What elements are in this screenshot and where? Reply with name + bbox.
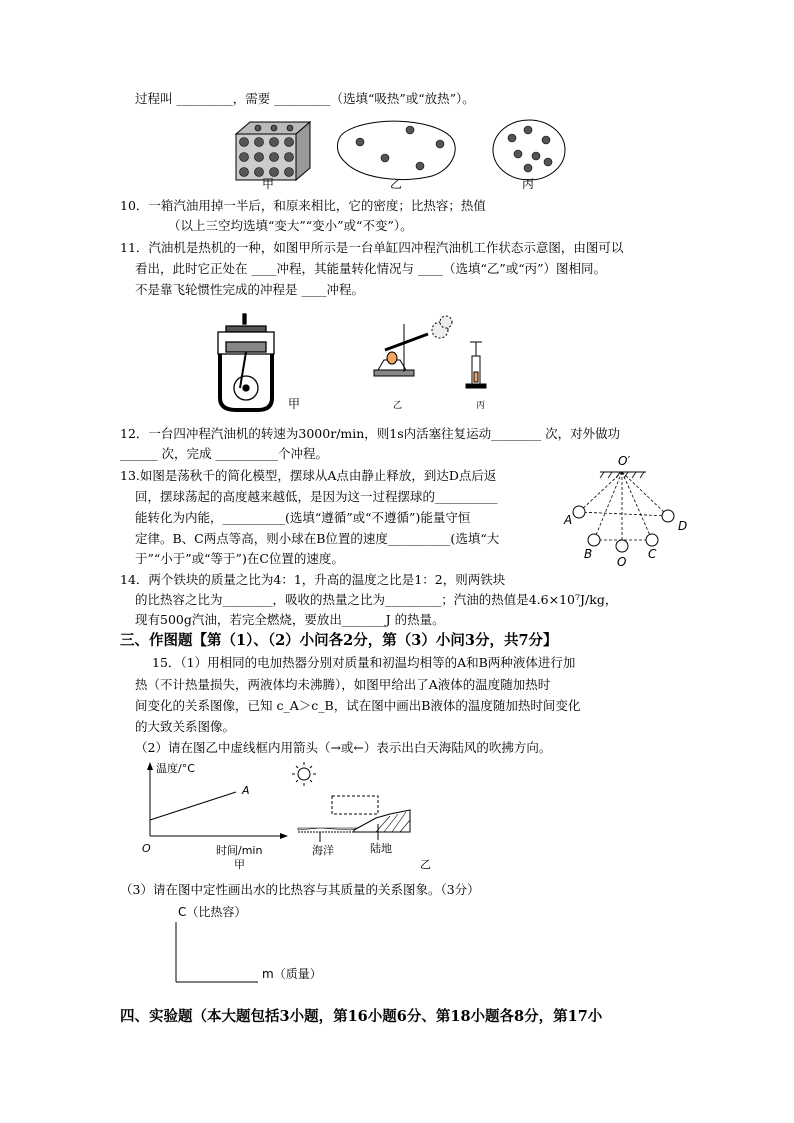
sun-icon — [292, 762, 316, 786]
sea-land-breeze-figure — [290, 760, 450, 870]
curve-A-label: A — [242, 784, 250, 797]
label-jia: 甲 — [262, 177, 275, 191]
solid-cube-figure — [236, 122, 310, 180]
question-15-line5: （2）请在图乙中虚线框内用箭头（→或←）表示出白天海陆风的吹拂方向。 — [135, 740, 552, 755]
liquid-figure — [337, 121, 455, 179]
question-10-line1: 10．一箱汽油用掉一半后，和原来相比，它的密度；比热容；热值 — [120, 198, 486, 213]
label-yi: 乙 — [390, 177, 403, 191]
land-label: 陆地 — [370, 842, 392, 855]
question-13-line4: 定律。B、C两点等高，则小球在B位置的速度__________(选填“大 — [135, 531, 500, 546]
question-12-line1: 12．一台四冲程汽油机的转速为3000r/min，则1s内活塞往复运动________ 次，对外做功 — [120, 426, 621, 441]
c-axis-label: C（比热容） — [178, 905, 247, 919]
label-C: C — [648, 547, 657, 561]
question-10-line2: （以上三空均选填“变大”“变小”或“不变”）。 — [168, 218, 413, 233]
question-13-line1: 13.如图是荡秋千的简化模型，摆球从A点由静止释放，到达D点后返 — [120, 468, 497, 483]
engine-figures — [0, 312, 794, 412]
specific-heat-mass-graph — [170, 900, 370, 990]
question-12-line2: ______ 次，完成 __________个冲程。 — [120, 446, 328, 461]
question-15-line2: 热（不计热量损失，两液体均未沸腾），如图甲给出了A液体的温度随加热时 — [135, 677, 551, 692]
piston-tube-figure — [466, 342, 486, 388]
temperature-time-graph — [138, 760, 298, 870]
test-tube-figure — [374, 316, 452, 376]
label-engine-jia: 甲 — [288, 397, 301, 411]
label-A: A — [564, 513, 573, 527]
engine-cylinder-figure — [218, 314, 274, 410]
question-14-line1: 14．两个铁块的质量之比为4：1，升高的温度之比是1：2，则两铁块 — [120, 572, 506, 587]
temp-axis-label: 温度/°C — [156, 762, 195, 775]
question-15-line3: 间变化的关系图像，已知 c_A＞c_B，试在图中画出B液体的温度随加热时间变化 — [135, 698, 581, 713]
question-11-line1: 11．汽油机是热机的一种，如图甲所示是一台单缸四冲程汽油机工作状态示意图，由图可以 — [120, 240, 624, 255]
section-3-heading: 三、作图题【第（1）、（2）小问各2分，第（3）小问3分，共7分】 — [120, 632, 558, 649]
label-engine-bing: 丙 — [476, 401, 486, 411]
molecule-figures — [0, 118, 794, 198]
wind-arrow-box[interactable] — [332, 796, 378, 814]
label-engine-yi: 乙 — [393, 401, 403, 411]
label-B: B — [584, 547, 593, 561]
label-O: O — [617, 555, 627, 569]
sea-label: 海洋 — [312, 844, 334, 857]
text-line: 过程叫 _________，需要 _________（选填“吸热”或“放热”）。 — [135, 91, 475, 106]
question-15-line4: 的大致关系图像。 — [135, 719, 236, 734]
question-11-line2: 看出，此时它正处在 ____冲程，其能量转化情况与 ____（选填“乙”或“丙”）图相同。 — [135, 261, 607, 276]
label-bing: 丙 — [522, 177, 535, 191]
swing-pendulum-figure — [560, 452, 700, 572]
label-D: D — [678, 519, 688, 533]
question-15-line1: 15．（1）用相同的电加热器分别对质量和初温均相等的A和B两种液体进行加 — [152, 655, 576, 670]
gas-figure — [493, 120, 565, 180]
graph-jia-label: 甲 — [234, 858, 245, 871]
label-O-prime: O′ — [618, 454, 631, 468]
time-axis-label: 时间/min — [216, 844, 263, 857]
origin-label: O — [142, 842, 151, 855]
question-14-line3: 现有500g汽油，若完全燃烧，要放出_______J 的热量。 — [135, 612, 445, 627]
question-11-line3: 不是靠飞轮惯性完成的冲程是 ____冲程。 — [135, 282, 364, 297]
question-14-line2: 的比热容之比为________，吸收的热量之比为_________；汽油的热值是4.6×10⁷J/kg， — [135, 592, 618, 607]
graph-yi-label: 乙 — [420, 858, 431, 871]
m-axis-label: m（质量） — [262, 967, 322, 981]
question-15-part3: （3）请在图中定性画出水的比热容与其质量的关系图象。（3分） — [120, 882, 480, 897]
question-13-line2: 回，摆球荡起的高度越来越低，是因为这一过程摆球的__________ — [135, 489, 498, 504]
question-13-line5: 于”“小于”或“等于”)在C位置的速度。 — [135, 551, 344, 566]
question-13-line3: 能转化为内能，__________(选填“遵循”或“不遵循”)能量守恒 — [135, 510, 471, 525]
section-4-heading: 四、实验题（本大题包括3小题，第16小题6分、第18小题各8分，第17小 — [120, 1008, 603, 1025]
